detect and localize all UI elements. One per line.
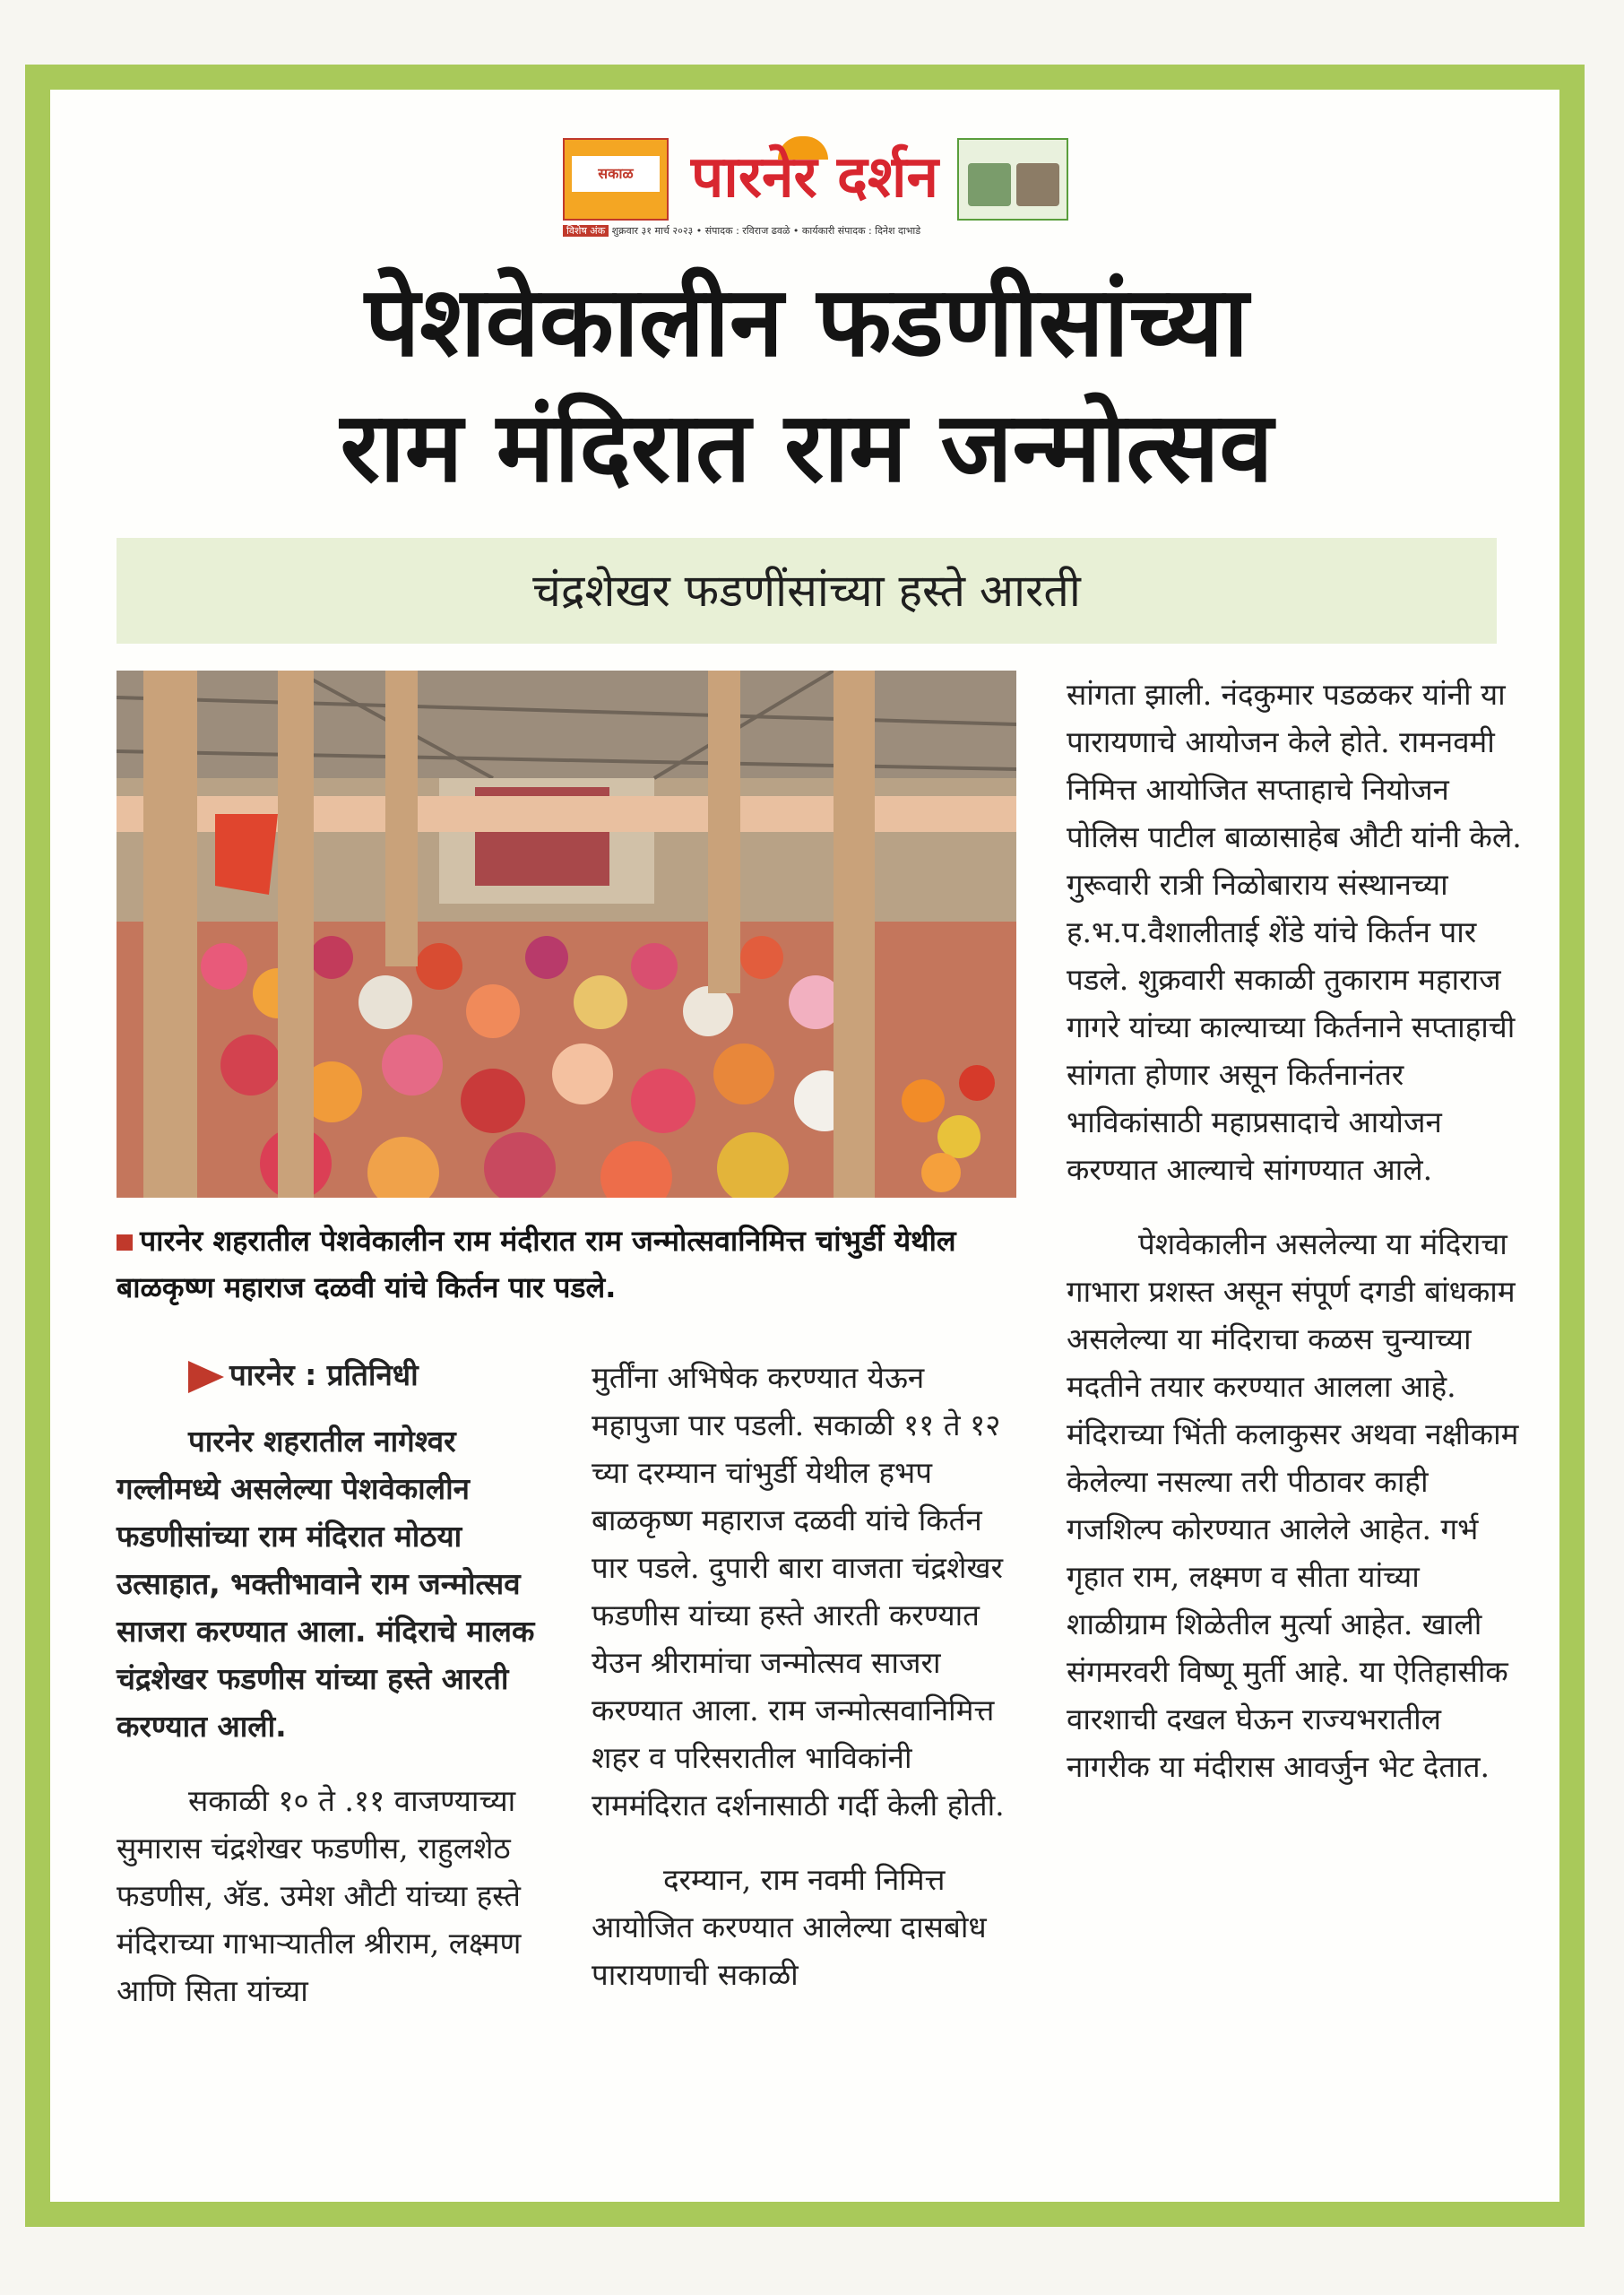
caption-text: पारनेर शहरातील पेशवेकालीन राम मंदीरात राम जन्मोत्सवानिमित्त चांभुर्डी येथील बाळकृष्ण महाराज दळवी यांचे किर्तन पार पडले. [117,1224,956,1304]
article-paragraph-4: सांगता झाली. नंदकुमार पडळकर यांनी या पारायणाचे आयोजन केले होते. रामनवमी निमित्त आयोजित सप्ताहाचे नियोजन पोलिस पाटील बाळासाहेब औटी यांनी केले. गुरूवारी रात्री निळोबाराय संस्थानच्या ह.भ.प.वैशालीताई शेंडे यांचे किर्तन पार पडले. शुक्रवारी सकाळी तुकाराम महाराज गागरे यांच्या काल्याच्या किर्तनाने सप्ताहाची सांगता होणार असून किर्तनानंतर भाविकांसाठी महाप्रसादाचे आयोजन करण्यात आल्याचे सांगण्यात आले. [1067,677,1522,1187]
article-paragraph-1: सकाळी १० ते .११ वाजण्याच्या सुमारास चंद्रशेखर फडणीस, राहुलशेठ फडणीस, अ‍ॅड. उमेश औटी यांच्या हस्ते मंदिराच्या गाभाऱ्यातील श्रीराम, लक्ष्मण आणि सिता यांच्या [117,1783,522,2008]
masthead [563,134,1068,240]
dateline-text: शुक्रवार ३१ मार्च २०२३ • संपादक : रविराज ढवळे • कार्यकारी संपादक : दिनेश दाभाडे [611,225,921,237]
article-column-2 [592,1354,1013,1998]
dateline [563,224,1068,238]
sakal-logo-text: सकाळ [572,156,660,192]
sponsor-building-photo [1016,163,1059,206]
article-paragraph-3: दरम्यान, राम नवमी निमित्त आयोजित करण्यात आलेल्या दासबोध पारायणाची सकाळी [592,1862,987,1992]
sponsor-photo [968,163,1011,206]
temple-crowd-photo [117,671,1016,1198]
caption-bullet-icon [117,1234,133,1251]
byline [188,1354,565,1394]
article-lead: पारनेर शहरातील नागेश्वर गल्लीमध्ये असलेल्या पेशवेकालीन फडणीसांच्या राम मंदिरात मोठया उत्साहात, भक्तीभावाने राम जन्मोत्सव साजरा करण्यात आला. मंदिराचे मालक चंद्रशेखर फडणीस यांच्या हस्ते आरती करण्यात आली. [117,1424,535,1744]
photo-caption [117,1217,1022,1311]
dateline-tag: विशेष अंक [563,225,609,237]
sakal-logo [563,138,669,221]
temple-crowd-illustration [117,671,1016,1198]
byline-text: पारनेर : प्रतिनिधी [229,1357,419,1392]
article-paragraph-2: मुर्तींना अभिषेक करण्यात येऊन महापुजा पार पडली. सकाळी ११ ते १२ च्या दरम्यान चांभुर्डी येथील हभप बाळकृष्ण महाराज दळवी यांचे किर्तन पार पडले. दुपारी बारा वाजता चंद्रशेखर फडणीस यांच्या हस्ते आरती करण्यात येउन श्रीरामांचा जन्मोत्सव साजरा करण्यात आला. राम जन्मोत्सवानिमित्त शहर व परिसरातील भाविकांनी राममंदिरात दर्शनासाठी गर्दी केली होती. [592,1360,1005,1823]
newspaper-title: पारनेर दर्शन [690,144,939,211]
byline-triangle-icon [188,1361,224,1393]
subheadline: चंद्रशेखर फडणींसांच्या हस्ते आरती [532,565,1081,617]
subheadline-band [117,538,1497,644]
sponsor-logo [957,138,1068,221]
headline [117,260,1497,511]
headline-line-1: पेशवेकालीन फडणीसांच्या [365,266,1248,378]
article-column-1 [117,1354,565,2014]
headline-line-2: राम मंदिरात राम जन्मोत्सव [340,392,1274,504]
article-column-3 [1067,671,1524,1790]
article-paragraph-5: पेशवेकालीन असलेल्या या मंदिराचा गाभारा प्रशस्त असून संपूर्ण दगडी बांधकाम असलेल्या या मंदिराचा कळस चुन्याच्या मदतीने तयार करण्यात आलला आहे. मंदिराच्या भिंती कलाकुसर अथवा नक्षीकाम केलेल्या नसल्या तरी पीठावर काही गजशिल्प कोरण्यात आलेले आहेत. गर्भ गृहात राम, लक्ष्मण व सीता यांच्या शाळीग्राम शिळेतील मुर्त्या आहेत. खाली संगमरवरी विष्णू मुर्ती आहे. या ऐतिहासीक वारशाची दखल घेऊन राज्यभरातील नागरीक या मंदीरास आवर्जुन भेट देतात. [1067,1226,1519,1784]
